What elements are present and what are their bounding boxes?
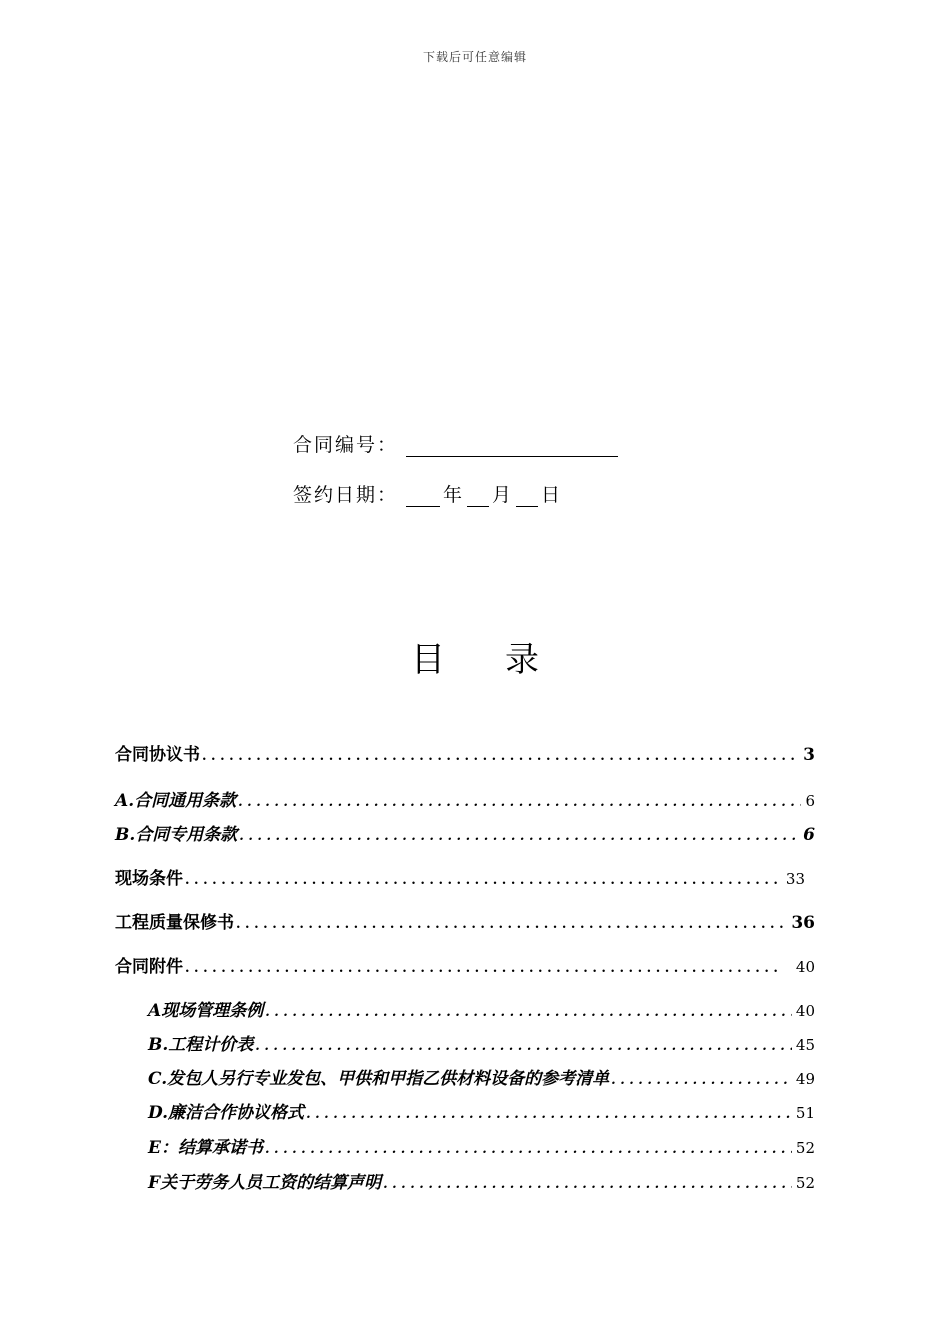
toc-entry-page: 52 <box>795 1139 815 1157</box>
toc-entry-label: 合同协议书 <box>115 745 200 765</box>
toc-entry-page: 51 <box>795 1104 815 1122</box>
toc-entry[interactable] <box>115 864 805 889</box>
year-label: 年 <box>443 484 465 506</box>
toc-entry[interactable] <box>148 996 815 1021</box>
toc-leader-dots <box>185 869 782 889</box>
month-label: 月 <box>492 484 514 506</box>
toc-entry-page: 33 <box>785 870 805 888</box>
toc-entry-label: A.合同通用条款 <box>115 791 237 811</box>
toc-leader-dots <box>238 791 801 811</box>
contract-number-blank <box>406 436 618 457</box>
toc-entry[interactable] <box>115 908 815 933</box>
toc-leader-dots <box>239 825 799 845</box>
toc-leader-dots <box>611 1069 792 1089</box>
toc-title <box>0 632 950 681</box>
year-blank <box>406 486 440 507</box>
toc-entry-page: 40 <box>795 1002 815 1020</box>
sign-date-line <box>293 480 562 507</box>
toc-entry-page: 3 <box>803 745 815 765</box>
toc-entry[interactable] <box>115 786 815 811</box>
toc-entry-page: 6 <box>805 792 815 810</box>
toc-leader-dots <box>265 1001 792 1021</box>
toc-entry-page: 40 <box>795 958 815 976</box>
toc-entry[interactable] <box>115 952 815 977</box>
toc-entry-label: E：结算承诺书 <box>148 1138 263 1158</box>
toc-entry-label: B.合同专用条款 <box>115 825 238 845</box>
header-note: 下载后可任意编辑 <box>422 50 527 64</box>
day-label: 日 <box>541 484 563 506</box>
toc-entry[interactable] <box>148 1168 815 1193</box>
toc-entry-page: 49 <box>795 1070 815 1088</box>
toc-entry-label: C.发包人另行专业发包、甲供和甲指乙供材料设备的参考清单 <box>148 1069 610 1089</box>
toc-leader-dots <box>306 1103 792 1123</box>
toc-entry-label: 现场条件 <box>115 869 183 889</box>
toc-leader-dots <box>255 1035 792 1055</box>
toc-entry[interactable] <box>148 1064 815 1089</box>
toc-entry-label: F关于劳务人员工资的结算声明 <box>148 1173 382 1193</box>
toc-entry[interactable] <box>148 1098 815 1123</box>
contract-number-label: 合同编号： <box>293 434 399 456</box>
toc-leader-dots <box>185 957 778 977</box>
toc-entry-page: 6 <box>803 825 815 845</box>
month-blank <box>467 486 489 507</box>
day-blank <box>516 486 538 507</box>
toc-entry-page: 52 <box>795 1174 815 1192</box>
toc-entry-label: 合同附件 <box>115 957 183 977</box>
toc-leader-dots <box>265 1138 792 1158</box>
toc-entry-label: 工程质量保修书 <box>115 913 234 933</box>
sign-date-label: 签约日期： <box>293 484 399 506</box>
toc-entry[interactable] <box>115 740 815 765</box>
toc-leader-dots <box>383 1173 792 1193</box>
toc-entry[interactable] <box>148 1133 815 1158</box>
toc-entry-label: A现场管理条例 <box>148 1001 264 1021</box>
toc-entry-label: D.廉洁合作协议格式 <box>148 1103 305 1123</box>
toc-entry[interactable] <box>148 1030 815 1055</box>
toc-leader-dots <box>236 913 787 933</box>
toc-title-right: 录 <box>505 640 539 680</box>
contract-number-line <box>293 430 618 457</box>
toc-entry-page: 45 <box>795 1036 815 1054</box>
toc-title-left: 目 <box>411 640 445 680</box>
toc-entry-label: B.工程计价表 <box>148 1035 254 1055</box>
toc-entry[interactable] <box>115 820 815 845</box>
toc-leader-dots <box>202 745 799 765</box>
toc-entry-page: 36 <box>791 913 815 933</box>
